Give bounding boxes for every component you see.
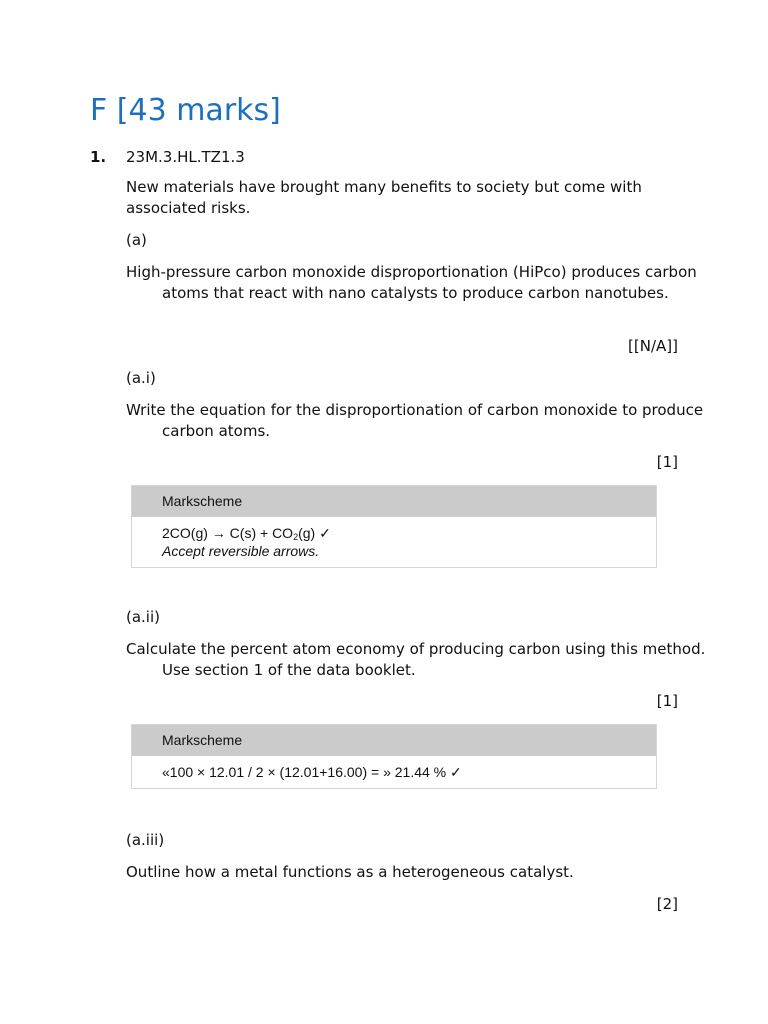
markscheme-equation: $2CO(g) \to C(s) + CO_2(g)$ ✓ <box>162 525 331 542</box>
part-ai-label: (a.i) <box>126 369 156 387</box>
part-a-label: (a) <box>126 231 147 249</box>
part-aii-label: (a.ii) <box>126 608 160 626</box>
markscheme-header: Markscheme <box>132 486 656 517</box>
part-aiii-marks: [2] <box>656 895 678 913</box>
markscheme-note: Accept reversible arrows. <box>162 543 320 559</box>
part-aii-text: Calculate the percent atom economy of producing carbon using this method. Use section 1 of the data booklet. <box>126 640 706 679</box>
part-aiii-text: Outline how a metal functions as a heterogeneous catalyst. <box>126 863 574 881</box>
markscheme-line: «100 × 12.01 / 2 × (12.01+16.00) = » 21.44 % ✓ <box>162 764 462 780</box>
section-title: F [43 marks] <box>90 93 281 128</box>
markscheme-box-ai <box>131 485 657 568</box>
part-a-text: High-pressure carbon monoxide disproportionation (HiPco) produces carbon atoms that react with nano catalysts to produce carbon nanotubes. <box>126 263 697 302</box>
part-aii-marks: [1] <box>656 692 678 710</box>
part-a-marks: [[N/A]] <box>628 337 678 355</box>
part-aiii-label: (a.iii) <box>126 831 165 849</box>
subscript-2: 2 <box>293 532 299 542</box>
question-number: 1. <box>90 148 107 166</box>
part-ai-text: Write the equation for the disproportionation of carbon monoxide to produce carbon atoms. <box>126 401 704 440</box>
question-code: 23M.3.HL.TZ1.3 <box>126 148 245 166</box>
markscheme-box-aii <box>131 724 657 789</box>
part-ai-marks: [1] <box>656 453 678 471</box>
markscheme-body <box>132 756 656 788</box>
question-intro: New materials have brought many benefits to society but come with associated risks. <box>126 178 642 217</box>
markscheme-body <box>132 517 656 567</box>
markscheme-header: Markscheme <box>132 725 656 756</box>
